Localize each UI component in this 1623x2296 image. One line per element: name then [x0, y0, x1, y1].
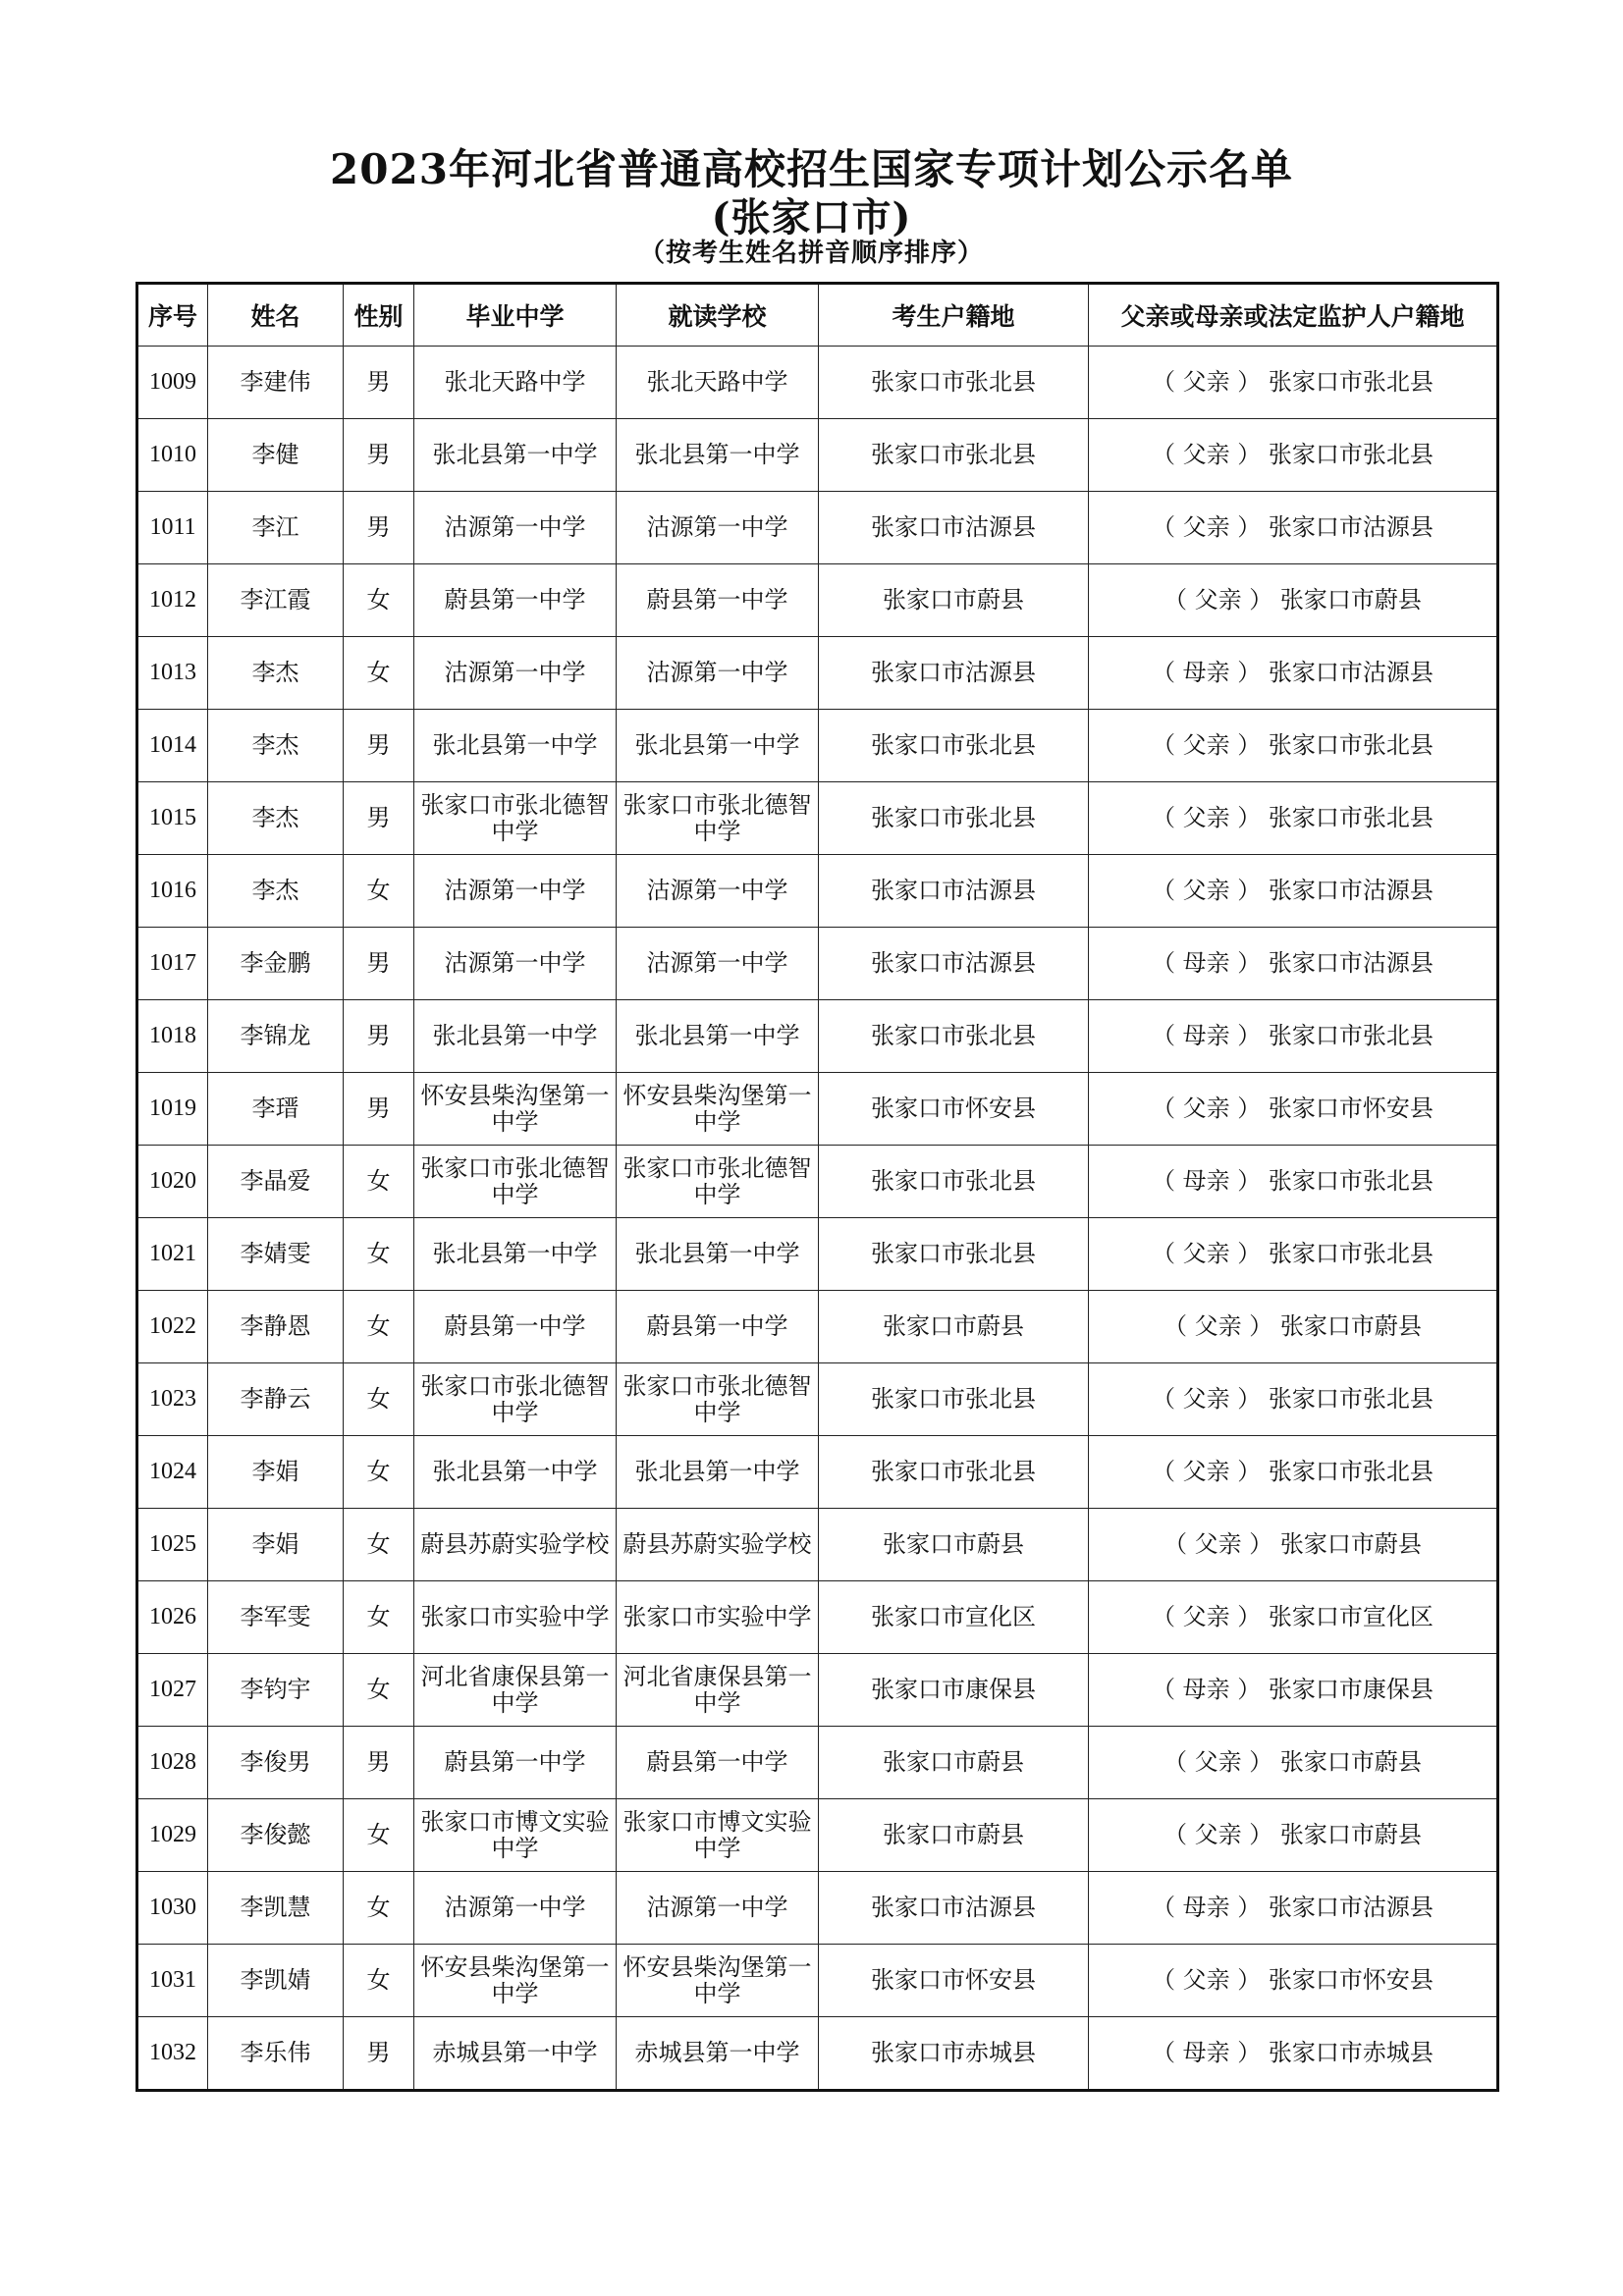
col-gender-cell: 男 — [344, 419, 414, 492]
col-gender-cell: 女 — [344, 637, 414, 710]
table-row — [137, 1146, 1498, 1218]
col-current-school-cell: 张北县第一中学 — [617, 710, 819, 782]
col-graduated-school-cell: 张北县第一中学 — [414, 1218, 617, 1291]
col-household-registration-cell: 张家口市康保县 — [819, 1654, 1089, 1727]
col-graduated-school-cell: 张北县第一中学 — [414, 710, 617, 782]
col-household-registration-cell: 张家口市蔚县 — [819, 1799, 1089, 1872]
col-index-cell: 1032 — [137, 2017, 208, 2091]
col-gender-cell: 男 — [344, 347, 414, 419]
col-household-registration-cell: 张家口市蔚县 — [819, 1509, 1089, 1581]
col-guardian-registration-cell: （ 母亲 ） 张家口市沽源县 — [1089, 637, 1498, 710]
col-household-registration-cell: 张家口市宣化区 — [819, 1581, 1089, 1654]
col-gender-cell: 女 — [344, 1581, 414, 1654]
col-graduated-school-cell: 蔚县第一中学 — [414, 1291, 617, 1363]
col-household-registration-cell: 张家口市张北县 — [819, 1000, 1089, 1073]
col-index-cell: 1028 — [137, 1727, 208, 1799]
col-index-cell: 1013 — [137, 637, 208, 710]
col-gender-cell: 女 — [344, 1945, 414, 2017]
header-col-current-school: 就读学校 — [617, 284, 819, 347]
table-row — [137, 1436, 1498, 1509]
col-guardian-registration-cell: （ 父亲 ） 张家口市张北县 — [1089, 1436, 1498, 1509]
header-col-guardian-registration: 父亲或母亲或法定监护人户籍地 — [1089, 284, 1498, 347]
table-row — [137, 1509, 1498, 1581]
col-name-cell: 李静恩 — [208, 1291, 344, 1363]
col-graduated-school-cell: 张家口市博文实验中学 — [414, 1799, 617, 1872]
col-name-cell: 李晶爱 — [208, 1146, 344, 1218]
col-guardian-registration-cell: （ 母亲 ） 张家口市张北县 — [1089, 1000, 1498, 1073]
col-household-registration-cell: 张家口市张北县 — [819, 710, 1089, 782]
col-graduated-school-cell: 沽源第一中学 — [414, 637, 617, 710]
col-index-cell: 1017 — [137, 928, 208, 1000]
col-graduated-school-cell: 张北天路中学 — [414, 347, 617, 419]
col-name-cell: 李娟 — [208, 1509, 344, 1581]
col-gender-cell: 女 — [344, 1872, 414, 1945]
table-row — [137, 492, 1498, 564]
table-body — [137, 347, 1498, 2091]
col-name-cell: 李乐伟 — [208, 2017, 344, 2091]
col-name-cell: 李江 — [208, 492, 344, 564]
col-household-registration-cell: 张家口市张北县 — [819, 419, 1089, 492]
table-row — [137, 1073, 1498, 1146]
col-index-cell: 1012 — [137, 564, 208, 637]
col-name-cell: 李锦龙 — [208, 1000, 344, 1073]
col-index-cell: 1024 — [137, 1436, 208, 1509]
col-current-school-cell: 沽源第一中学 — [617, 637, 819, 710]
col-household-registration-cell: 张家口市沽源县 — [819, 637, 1089, 710]
col-guardian-registration-cell: （ 父亲 ） 张家口市怀安县 — [1089, 1945, 1498, 2017]
col-graduated-school-cell: 河北省康保县第一中学 — [414, 1654, 617, 1727]
col-index-cell: 1009 — [137, 347, 208, 419]
col-graduated-school-cell: 沽源第一中学 — [414, 492, 617, 564]
col-current-school-cell: 张家口市张北德智中学 — [617, 782, 819, 855]
col-index-cell: 1029 — [137, 1799, 208, 1872]
col-index-cell: 1010 — [137, 419, 208, 492]
col-household-registration-cell: 张家口市沽源县 — [819, 855, 1089, 928]
col-current-school-cell: 河北省康保县第一中学 — [617, 1654, 819, 1727]
col-household-registration-cell: 张家口市沽源县 — [819, 928, 1089, 1000]
document-subtitle: (张家口市) — [711, 194, 912, 240]
col-guardian-registration-cell: （ 父亲 ） 张家口市蔚县 — [1089, 1799, 1498, 1872]
col-gender-cell: 女 — [344, 1363, 414, 1436]
col-graduated-school-cell: 张家口市张北德智中学 — [414, 1363, 617, 1436]
header-col-gender: 性别 — [344, 284, 414, 347]
col-name-cell: 李瑨 — [208, 1073, 344, 1146]
col-current-school-cell: 张北天路中学 — [617, 347, 819, 419]
col-household-registration-cell: 张家口市张北县 — [819, 782, 1089, 855]
col-graduated-school-cell: 怀安县柴沟堡第一中学 — [414, 1073, 617, 1146]
table-row — [137, 1945, 1498, 2017]
col-household-registration-cell: 张家口市赤城县 — [819, 2017, 1089, 2091]
col-current-school-cell: 张北县第一中学 — [617, 1436, 819, 1509]
header-col-name: 姓名 — [208, 284, 344, 347]
table-row — [137, 1000, 1498, 1073]
header-col-index: 序号 — [137, 284, 208, 347]
col-gender-cell: 女 — [344, 1146, 414, 1218]
col-graduated-school-cell: 怀安县柴沟堡第一中学 — [414, 1945, 617, 2017]
col-index-cell: 1022 — [137, 1291, 208, 1363]
col-name-cell: 李杰 — [208, 710, 344, 782]
table-row — [137, 1581, 1498, 1654]
col-gender-cell: 男 — [344, 710, 414, 782]
col-household-registration-cell: 张家口市蔚县 — [819, 1727, 1089, 1799]
col-gender-cell: 女 — [344, 1654, 414, 1727]
col-name-cell: 李娟 — [208, 1436, 344, 1509]
col-guardian-registration-cell: （ 父亲 ） 张家口市张北县 — [1089, 1363, 1498, 1436]
col-guardian-registration-cell: （ 父亲 ） 张家口市张北县 — [1089, 782, 1498, 855]
col-name-cell: 李钧宇 — [208, 1654, 344, 1727]
col-guardian-registration-cell: （ 父亲 ） 张家口市蔚县 — [1089, 1291, 1498, 1363]
col-gender-cell: 女 — [344, 564, 414, 637]
table-row — [137, 347, 1498, 419]
col-index-cell: 1025 — [137, 1509, 208, 1581]
col-graduated-school-cell: 赤城县第一中学 — [414, 2017, 617, 2091]
col-gender-cell: 女 — [344, 1291, 414, 1363]
col-graduated-school-cell: 张北县第一中学 — [414, 1000, 617, 1073]
col-name-cell: 李静云 — [208, 1363, 344, 1436]
col-index-cell: 1011 — [137, 492, 208, 564]
col-current-school-cell: 沽源第一中学 — [617, 855, 819, 928]
col-guardian-registration-cell: （ 父亲 ） 张家口市张北县 — [1089, 710, 1498, 782]
col-graduated-school-cell: 蔚县第一中学 — [414, 1727, 617, 1799]
col-current-school-cell: 沽源第一中学 — [617, 492, 819, 564]
table-row — [137, 1727, 1498, 1799]
col-household-registration-cell: 张家口市张北县 — [819, 1436, 1089, 1509]
col-gender-cell: 男 — [344, 1000, 414, 1073]
col-graduated-school-cell: 张北县第一中学 — [414, 1436, 617, 1509]
table-row — [137, 1654, 1498, 1727]
col-gender-cell: 女 — [344, 1436, 414, 1509]
col-guardian-registration-cell: （ 父亲 ） 张家口市张北县 — [1089, 347, 1498, 419]
col-guardian-registration-cell: （ 父亲 ） 张家口市怀安县 — [1089, 1073, 1498, 1146]
col-household-registration-cell: 张家口市沽源县 — [819, 492, 1089, 564]
table-row — [137, 782, 1498, 855]
col-graduated-school-cell: 沽源第一中学 — [414, 1872, 617, 1945]
col-current-school-cell: 怀安县柴沟堡第一中学 — [617, 1945, 819, 2017]
col-graduated-school-cell: 张家口市张北德智中学 — [414, 1146, 617, 1218]
col-index-cell: 1014 — [137, 710, 208, 782]
col-name-cell: 李婧雯 — [208, 1218, 344, 1291]
col-gender-cell: 男 — [344, 928, 414, 1000]
col-guardian-registration-cell: （ 母亲 ） 张家口市张北县 — [1089, 1146, 1498, 1218]
col-current-school-cell: 沽源第一中学 — [617, 928, 819, 1000]
col-guardian-registration-cell: （ 父亲 ） 张家口市蔚县 — [1089, 1509, 1498, 1581]
col-index-cell: 1023 — [137, 1363, 208, 1436]
header-col-graduated-school: 毕业中学 — [414, 284, 617, 347]
col-index-cell: 1020 — [137, 1146, 208, 1218]
table-header — [137, 284, 1498, 347]
col-current-school-cell: 蔚县第一中学 — [617, 1727, 819, 1799]
table-row — [137, 1363, 1498, 1436]
col-index-cell: 1015 — [137, 782, 208, 855]
sort-note: （按考生姓名拼音顺序排序） — [638, 239, 984, 268]
table-row — [137, 710, 1498, 782]
table-row — [137, 928, 1498, 1000]
table-row — [137, 1218, 1498, 1291]
col-guardian-registration-cell: （ 父亲 ） 张家口市宣化区 — [1089, 1581, 1498, 1654]
col-household-registration-cell: 张家口市蔚县 — [819, 564, 1089, 637]
col-current-school-cell: 蔚县苏蔚实验学校 — [617, 1509, 819, 1581]
col-graduated-school-cell: 蔚县苏蔚实验学校 — [414, 1509, 617, 1581]
col-name-cell: 李建伟 — [208, 347, 344, 419]
col-name-cell: 李金鹏 — [208, 928, 344, 1000]
col-guardian-registration-cell: （ 父亲 ） 张家口市蔚县 — [1089, 1727, 1498, 1799]
roster-table — [135, 282, 1499, 2092]
col-current-school-cell: 张北县第一中学 — [617, 419, 819, 492]
col-name-cell: 李凯慧 — [208, 1872, 344, 1945]
header-row — [137, 284, 1498, 347]
col-household-registration-cell: 张家口市张北县 — [819, 1218, 1089, 1291]
col-current-school-cell: 张家口市实验中学 — [617, 1581, 819, 1654]
col-name-cell: 李杰 — [208, 855, 344, 928]
col-current-school-cell: 怀安县柴沟堡第一中学 — [617, 1073, 819, 1146]
col-household-registration-cell: 张家口市张北县 — [819, 1363, 1089, 1436]
col-guardian-registration-cell: （ 父亲 ） 张家口市沽源县 — [1089, 855, 1498, 928]
col-guardian-registration-cell: （ 母亲 ） 张家口市康保县 — [1089, 1654, 1498, 1727]
col-graduated-school-cell: 张家口市实验中学 — [414, 1581, 617, 1654]
col-current-school-cell: 沽源第一中学 — [617, 1872, 819, 1945]
col-gender-cell: 男 — [344, 1073, 414, 1146]
col-index-cell: 1021 — [137, 1218, 208, 1291]
table-row — [137, 1872, 1498, 1945]
col-graduated-school-cell: 沽源第一中学 — [414, 928, 617, 1000]
col-household-registration-cell: 张家口市蔚县 — [819, 1291, 1089, 1363]
table-row — [137, 637, 1498, 710]
col-name-cell: 李健 — [208, 419, 344, 492]
col-index-cell: 1019 — [137, 1073, 208, 1146]
col-name-cell: 李军雯 — [208, 1581, 344, 1654]
col-index-cell: 1016 — [137, 855, 208, 928]
col-name-cell: 李杰 — [208, 782, 344, 855]
col-current-school-cell: 赤城县第一中学 — [617, 2017, 819, 2091]
col-name-cell: 李凯婧 — [208, 1945, 344, 2017]
col-guardian-registration-cell: （ 母亲 ） 张家口市沽源县 — [1089, 1872, 1498, 1945]
col-guardian-registration-cell: （ 母亲 ） 张家口市赤城县 — [1089, 2017, 1498, 2091]
col-current-school-cell: 张北县第一中学 — [617, 1000, 819, 1073]
col-current-school-cell: 张家口市张北德智中学 — [617, 1363, 819, 1436]
col-name-cell: 李俊懿 — [208, 1799, 344, 1872]
header-col-household-registration: 考生户籍地 — [819, 284, 1089, 347]
table-row — [137, 1799, 1498, 1872]
col-current-school-cell: 张家口市张北德智中学 — [617, 1146, 819, 1218]
table-row — [137, 2017, 1498, 2091]
col-graduated-school-cell: 蔚县第一中学 — [414, 564, 617, 637]
col-gender-cell: 女 — [344, 1218, 414, 1291]
table-row — [137, 855, 1498, 928]
col-index-cell: 1030 — [137, 1872, 208, 1945]
table-row — [137, 564, 1498, 637]
col-guardian-registration-cell: （ 父亲 ） 张家口市张北县 — [1089, 419, 1498, 492]
col-household-registration-cell: 张家口市怀安县 — [819, 1945, 1089, 2017]
col-name-cell: 李杰 — [208, 637, 344, 710]
col-current-school-cell: 张北县第一中学 — [617, 1218, 819, 1291]
col-graduated-school-cell: 张北县第一中学 — [414, 419, 617, 492]
col-guardian-registration-cell: （ 父亲 ） 张家口市沽源县 — [1089, 492, 1498, 564]
col-graduated-school-cell: 张家口市张北德智中学 — [414, 782, 617, 855]
col-guardian-registration-cell: （ 父亲 ） 张家口市张北县 — [1089, 1218, 1498, 1291]
col-index-cell: 1027 — [137, 1654, 208, 1727]
col-current-school-cell: 蔚县第一中学 — [617, 1291, 819, 1363]
col-index-cell: 1026 — [137, 1581, 208, 1654]
col-household-registration-cell: 张家口市张北县 — [819, 347, 1089, 419]
col-gender-cell: 男 — [344, 1727, 414, 1799]
table-row — [137, 1291, 1498, 1363]
col-current-school-cell: 蔚县第一中学 — [617, 564, 819, 637]
col-household-registration-cell: 张家口市张北县 — [819, 1146, 1089, 1218]
col-gender-cell: 男 — [344, 492, 414, 564]
col-gender-cell: 女 — [344, 1799, 414, 1872]
col-current-school-cell: 张家口市博文实验中学 — [617, 1799, 819, 1872]
col-graduated-school-cell: 沽源第一中学 — [414, 855, 617, 928]
col-gender-cell: 男 — [344, 782, 414, 855]
col-name-cell: 李俊男 — [208, 1727, 344, 1799]
col-household-registration-cell: 张家口市怀安县 — [819, 1073, 1089, 1146]
col-index-cell: 1018 — [137, 1000, 208, 1073]
col-guardian-registration-cell: （ 母亲 ） 张家口市沽源县 — [1089, 928, 1498, 1000]
table-row — [137, 419, 1498, 492]
col-name-cell: 李江霞 — [208, 564, 344, 637]
col-guardian-registration-cell: （ 父亲 ） 张家口市蔚县 — [1089, 564, 1498, 637]
col-gender-cell: 女 — [344, 855, 414, 928]
col-gender-cell: 男 — [344, 2017, 414, 2091]
col-index-cell: 1031 — [137, 1945, 208, 2017]
col-gender-cell: 女 — [344, 1509, 414, 1581]
document-title: 2023年河北省普通高校招生国家专项计划公示名单 — [330, 145, 1293, 193]
col-household-registration-cell: 张家口市沽源县 — [819, 1872, 1089, 1945]
